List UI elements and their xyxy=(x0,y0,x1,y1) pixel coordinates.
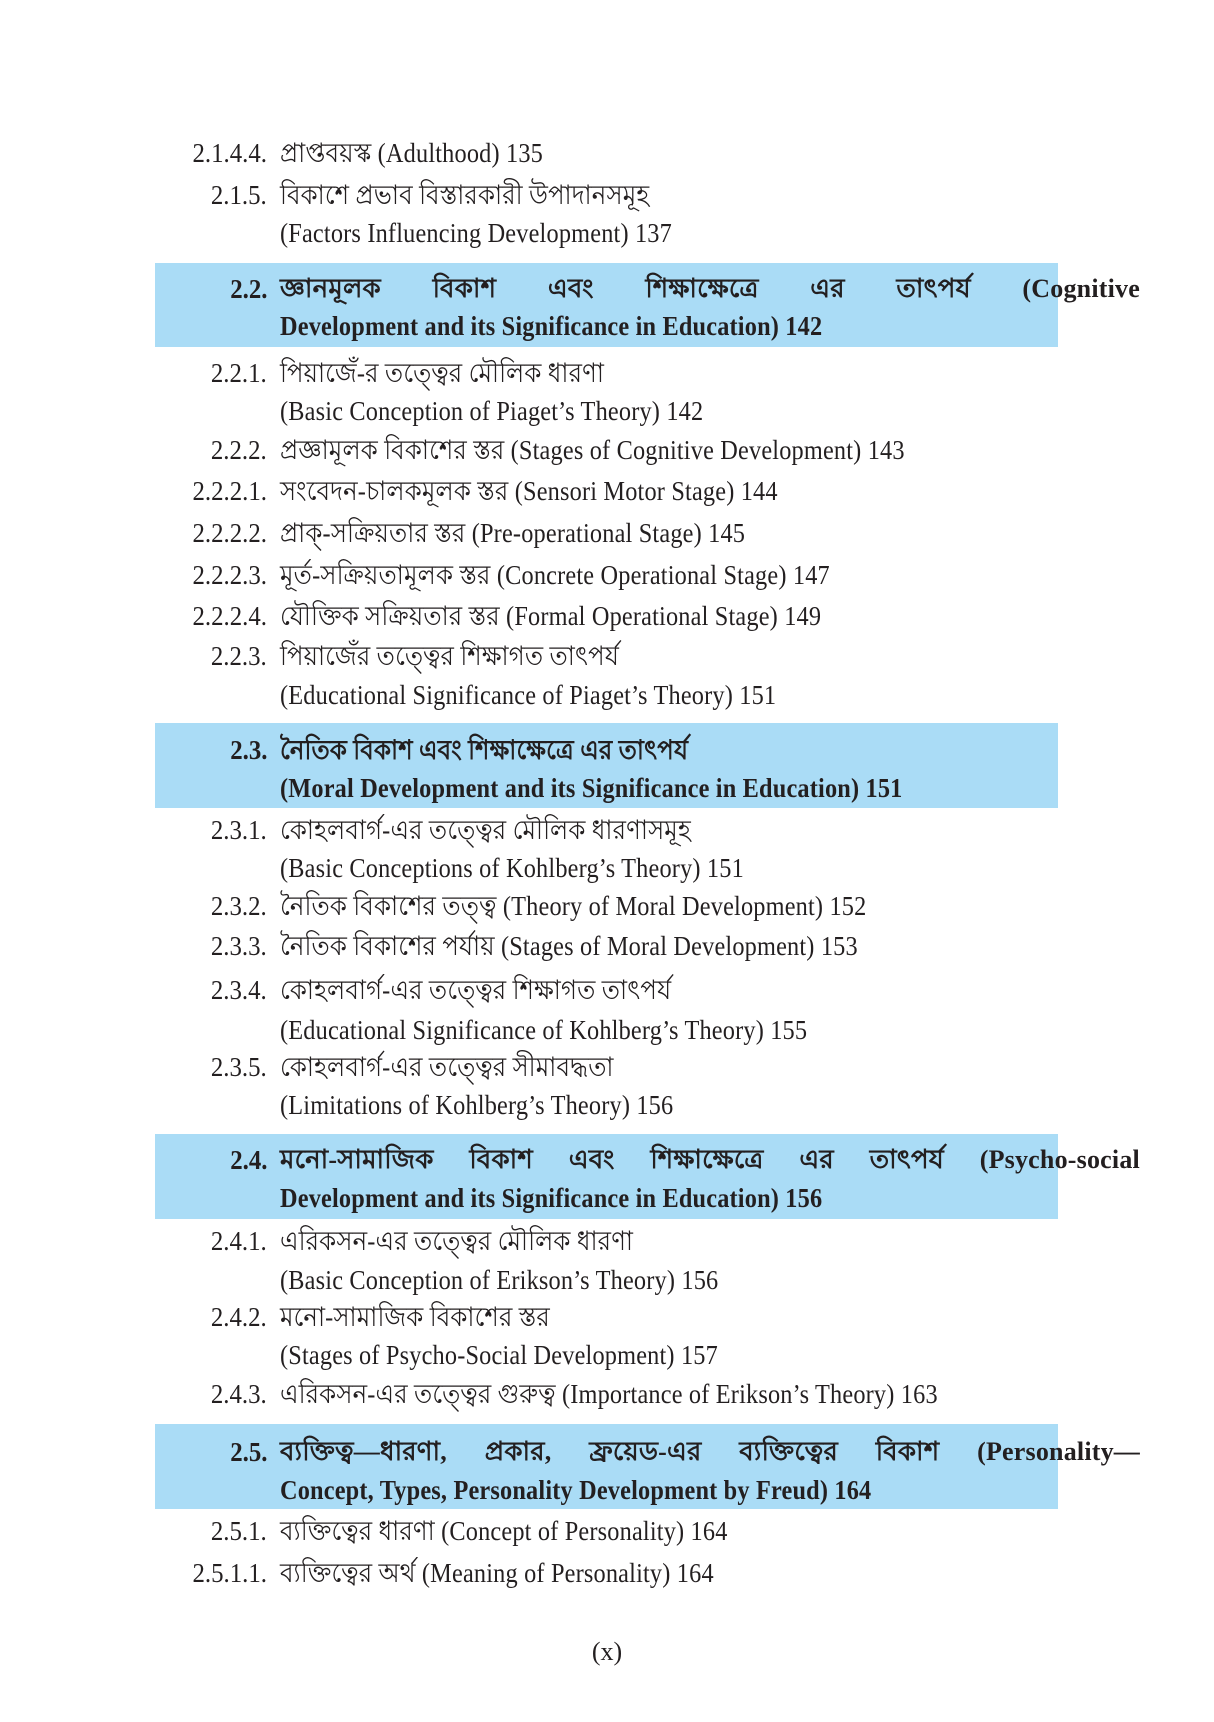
section-title: মূর্ত-সক্রিয়তামূলক স্তর (Concrete Operational Stage) 147 xyxy=(280,560,830,590)
toc-heading-line xyxy=(0,269,1214,309)
toc-entry-continuation[interactable] xyxy=(0,213,1214,253)
heading-word: ফ্রয়েড-এর xyxy=(589,1437,702,1466)
section-title: পিয়াজেঁ-র তত্ত্বের মৌলিক ধারণা xyxy=(280,358,605,388)
section-title: সংবেদন-চালকমূলক স্তর (Sensori Motor Stage) 144 xyxy=(280,476,778,506)
section-heading-english: Concept, Types, Personality Development by Freud) 164 xyxy=(280,1475,872,1505)
toc-entry[interactable] xyxy=(0,471,1214,511)
toc-entry[interactable] xyxy=(0,1553,1214,1593)
section-number: 2.2.2. xyxy=(211,435,267,465)
section-number: 2.3.4. xyxy=(211,975,267,1005)
section-title-english: (Limitations of Kohlberg’s Theory) 156 xyxy=(280,1090,674,1120)
toc-entry-continuation[interactable] xyxy=(0,848,1214,888)
section-highlight-2-3[interactable] xyxy=(155,723,1058,808)
toc-entry[interactable] xyxy=(0,555,1214,595)
toc-heading-line xyxy=(0,730,1214,770)
section-title-english: (Educational Significance of Piaget’s Theory) 151 xyxy=(280,680,777,710)
section-number: 2.3.1. xyxy=(211,815,267,845)
section-title: ব্যক্তিত্বের ধারণা (Concept of Personality) 164 xyxy=(280,1516,728,1546)
section-title: প্রজ্ঞামূলক বিকাশের স্তর (Stages of Cognitive Development) 143 xyxy=(280,435,905,465)
section-highlight-2-4[interactable] xyxy=(155,1134,1140,1219)
section-heading xyxy=(280,1140,1140,1180)
section-title-english: (Factors Influencing Development) 137 xyxy=(280,218,672,248)
toc-heading-line xyxy=(0,1470,1214,1510)
toc-heading-line xyxy=(0,1178,1214,1218)
section-number: 2.3.5. xyxy=(211,1052,267,1082)
heading-word: মনো-সামাজিক xyxy=(280,1145,434,1174)
toc-entry[interactable] xyxy=(0,810,1214,850)
toc-entry-continuation[interactable] xyxy=(0,1010,1214,1050)
toc-heading-line xyxy=(0,1140,1214,1180)
section-number: 2.5. xyxy=(229,1437,267,1467)
heading-word: ব্যক্তিত্বের xyxy=(739,1437,838,1466)
heading-word: (Cognitive xyxy=(1022,274,1140,303)
section-number: 2.1.4.4. xyxy=(192,138,267,168)
section-number: 2.3.3. xyxy=(211,931,267,961)
section-title: ব্যক্তিত্বের অর্থ (Meaning of Personality) 164 xyxy=(280,1558,714,1588)
section-heading-english: Development and its Significance in Education) 156 xyxy=(280,1183,823,1213)
section-number: 2.2.2.2. xyxy=(192,518,267,548)
heading-word: প্রকার, xyxy=(484,1437,552,1466)
heading-word: বিকাশ xyxy=(432,274,497,303)
section-number: 2.2.2.4. xyxy=(192,601,267,631)
section-heading-english: (Moral Development and its Significance in Education) 151 xyxy=(280,773,903,803)
toc-entry[interactable] xyxy=(0,636,1214,676)
heading-word: বিকাশ xyxy=(469,1145,533,1174)
section-number: 2.2.3. xyxy=(211,641,267,671)
section-highlight-2-5[interactable] xyxy=(155,1424,1140,1509)
section-number: 2.2.2.3. xyxy=(192,560,267,590)
toc-entry[interactable] xyxy=(0,1221,1214,1261)
section-number: 2.4.1. xyxy=(211,1226,267,1256)
toc-entry[interactable] xyxy=(0,430,1214,470)
heading-word: শিক্ষাক্ষেত্রে xyxy=(645,274,759,303)
section-title: নৈতিক বিকাশের তত্ত্ব (Theory of Moral Development) 152 xyxy=(280,891,867,921)
section-heading xyxy=(280,1432,1140,1472)
toc-entry-continuation[interactable] xyxy=(0,1335,1214,1375)
section-number: 2.1.5. xyxy=(211,180,267,210)
toc-entry[interactable] xyxy=(0,353,1214,393)
section-heading-english: Development and its Significance in Education) 142 xyxy=(280,311,823,341)
heading-word: এবং xyxy=(568,1145,615,1174)
section-title: এরিকসন-এর তত্ত্বের গুরুত্ব (Importance of Erikson’s Theory) 163 xyxy=(280,1379,938,1409)
section-title: নৈতিক বিকাশের পর্যায় (Stages of Moral Development) 153 xyxy=(280,931,858,961)
toc-heading-line xyxy=(0,1432,1214,1472)
section-title: কোহলবার্গ-এর তত্ত্বের সীমাবদ্ধতা xyxy=(280,1052,614,1082)
section-number: 2.4. xyxy=(229,1145,267,1175)
toc-entry-continuation[interactable] xyxy=(0,1085,1214,1125)
section-title: কোহলবার্গ-এর তত্ত্বের শিক্ষাগত তাৎপর্য xyxy=(280,975,672,1005)
heading-word: বিকাশ xyxy=(875,1437,940,1466)
heading-word: (Personality— xyxy=(977,1437,1140,1466)
section-title: কোহলবার্গ-এর তত্ত্বের মৌলিক ধারণাসমূহ xyxy=(280,815,691,845)
heading-word: তাৎপর্য xyxy=(896,274,971,303)
section-number: 2.4.3. xyxy=(211,1379,267,1409)
toc-heading-line xyxy=(0,768,1214,808)
toc-entry[interactable] xyxy=(0,1511,1214,1551)
section-title: বিকাশে প্রভাব বিস্তারকারী উপাদানসমূহ xyxy=(280,180,650,210)
section-highlight-2-2[interactable] xyxy=(155,263,1140,347)
heading-word: এর xyxy=(799,1145,834,1174)
section-number: 2.5.1. xyxy=(211,1516,267,1546)
section-title-english: (Basic Conception of Piaget’s Theory) 142 xyxy=(280,396,704,426)
section-title: মনো-সামাজিক বিকাশের স্তর xyxy=(280,1302,550,1332)
section-number: 2.3. xyxy=(229,735,267,765)
toc-entry[interactable] xyxy=(0,970,1214,1010)
toc-entry[interactable] xyxy=(0,175,1214,215)
toc-entry[interactable] xyxy=(0,133,1214,173)
toc-entry[interactable] xyxy=(0,926,1214,966)
toc-entry[interactable] xyxy=(0,596,1214,636)
toc-entry-continuation[interactable] xyxy=(0,1260,1214,1300)
toc-entry[interactable] xyxy=(0,1374,1214,1414)
heading-word: তাৎপর্য xyxy=(869,1145,944,1174)
heading-word: শিক্ষাক্ষেত্রে xyxy=(650,1145,764,1174)
section-title-english: (Stages of Psycho-Social Development) 157 xyxy=(280,1340,718,1370)
section-title: পিয়াজেঁর তত্ত্বের শিক্ষাগত তাৎপর্য xyxy=(280,641,620,671)
section-number: 2.3.2. xyxy=(211,891,267,921)
section-title: যৌক্তিক সক্রিয়তার স্তর (Formal Operational Stage) 149 xyxy=(280,601,822,631)
section-number: 2.2.2.1. xyxy=(192,476,267,506)
section-number: 2.2.1. xyxy=(211,358,267,388)
heading-word: এবং xyxy=(547,274,594,303)
toc-entry[interactable] xyxy=(0,1297,1214,1337)
section-title: প্রাক্-সক্রিয়তার স্তর (Pre-operational Stage) 145 xyxy=(280,518,746,548)
toc-entry[interactable] xyxy=(0,1047,1214,1087)
toc-heading-line xyxy=(0,306,1214,346)
section-number: 2.2. xyxy=(229,274,267,304)
section-title-english: (Educational Significance of Kohlberg’s Theory) 155 xyxy=(280,1015,808,1045)
section-heading: নৈতিক বিকাশ এবং শিক্ষাক্ষেত্রে এর তাৎপর্য xyxy=(280,735,689,765)
section-title: প্রাপ্তবয়স্ক (Adulthood) 135 xyxy=(280,138,544,168)
heading-word: এর xyxy=(810,274,845,303)
section-title: এরিকসন-এর তত্ত্বের মৌলিক ধারণা xyxy=(280,1226,634,1256)
section-heading xyxy=(280,269,1140,309)
toc-entry-continuation[interactable] xyxy=(0,391,1214,431)
section-number: 2.5.1.1. xyxy=(192,1558,267,1588)
section-title-english: (Basic Conceptions of Kohlberg’s Theory) 151 xyxy=(280,853,744,883)
section-number: 2.4.2. xyxy=(211,1302,267,1332)
heading-word: জ্ঞানমূলক xyxy=(280,274,381,303)
toc-entry[interactable] xyxy=(0,513,1214,553)
section-title-english: (Basic Conception of Erikson’s Theory) 156 xyxy=(280,1265,719,1295)
heading-word: (Psycho-social xyxy=(979,1145,1140,1174)
toc-entry[interactable] xyxy=(0,886,1214,926)
toc-entry-continuation[interactable] xyxy=(0,675,1214,715)
page-number: (x) xyxy=(591,1637,623,1666)
heading-word: ব্যক্তিত্ব—ধারণা, xyxy=(280,1437,447,1466)
